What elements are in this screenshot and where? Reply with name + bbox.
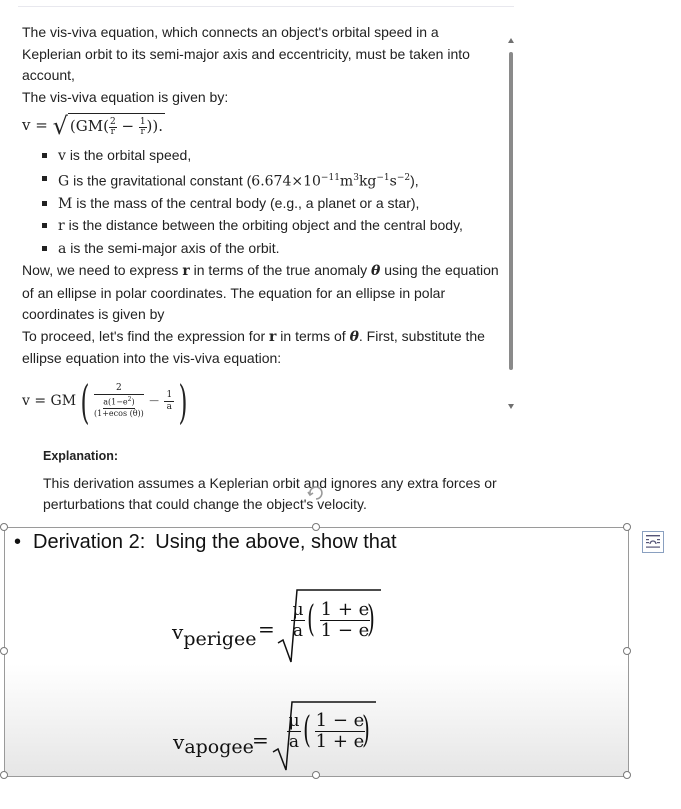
- resize-handle-left[interactable]: [0, 647, 8, 655]
- apogee-lhs: vapogee: [173, 730, 254, 758]
- answer-panel: [0, 10, 514, 513]
- eq1-body-pre: (GM(: [69, 117, 109, 135]
- resize-handle-bottom-right[interactable]: [623, 771, 631, 779]
- eq2-lhs: v = GM: [22, 392, 77, 409]
- scroll-thumb[interactable]: [509, 52, 513, 370]
- scroll-down-arrow-icon[interactable]: [508, 404, 514, 409]
- list-item: r is the distance between the orbiting object and the central body,: [42, 215, 500, 238]
- resize-handle-top-right[interactable]: [623, 523, 631, 531]
- derivation-title: • Derivation 2: Using the above, show that: [14, 531, 397, 553]
- resize-handle-top[interactable]: [312, 523, 320, 531]
- perigee-equals: =: [258, 617, 275, 641]
- list-item: G is the gravitational constant $(6.674\times 10^{-11}m^3kg^{-1}s^{-2})$,: [42, 168, 500, 193]
- list-item: v is the orbital speed,: [42, 145, 500, 168]
- eq2-main-frac: 2 $a(1-e^2)$ (1+ecos (θ)): [94, 383, 144, 418]
- eq1-sqrt: √ (GM( $\frac{2}{r}$ − $\frac{1}{r}$ )).: [52, 112, 164, 140]
- eq1-lhs: v =: [22, 116, 48, 135]
- substituted-equation: v = GM ( 2 $a(1-e^2)$ (1+ecos (θ)) − $\frac{1}{a}$ ): [22, 374, 188, 429]
- top-divider: [18, 6, 514, 7]
- variable-list: [22, 145, 500, 260]
- resize-handle-bottom-left[interactable]: [0, 771, 8, 779]
- eq2-frac: $\frac{1}{a}$: [166, 390, 173, 413]
- apogee-e-frac: $\frac{1 - e}{1 + e}$: [315, 710, 365, 752]
- layout-options-icon[interactable]: [642, 531, 664, 553]
- perigee-e-frac: $\frac{1 + e}{1 - e}$: [320, 599, 370, 641]
- eq1-frac1: $\frac{2}{r}$: [109, 116, 116, 137]
- proceed-text: To proceed, let's find the expression for r in terms of θ. First, substitute the ellipse equation into the vis-viva equation:: [22, 327, 485, 367]
- vis-viva-equation: [22, 111, 500, 141]
- perigee-lhs: vperigee: [172, 620, 257, 650]
- explanation-title: Explanation:: [43, 448, 119, 463]
- panel-scrollbar[interactable]: [506, 30, 516, 415]
- apogee-equals: =: [252, 728, 269, 752]
- list-item: a is the semi-major axis of the orbit.: [42, 238, 500, 261]
- list-item: M is the mass of the central body (e.g., a planet or a star),: [42, 193, 500, 216]
- rotate-handle-icon[interactable]: [305, 483, 325, 503]
- eq1-minus: −: [121, 117, 135, 135]
- explanation-block: [22, 446, 500, 516]
- resize-handle-right[interactable]: [623, 647, 631, 655]
- eq1-body-post: )).: [146, 117, 164, 135]
- apogee-mu-frac: $\frac{\mu}{a}$: [288, 711, 300, 752]
- perigee-mu-frac: $\frac{\mu}{a}$: [292, 600, 304, 641]
- scroll-up-arrow-icon[interactable]: [508, 38, 514, 43]
- answer-content: [22, 22, 500, 515]
- now-text: Now, we need to express r in terms of the true anomaly θ using the equation of an ellipse in polar coordinates. The equation for an ellipse in polar coordinates is given by: [22, 262, 499, 323]
- eq2-minus: −: [148, 392, 160, 409]
- eq1-frac2: $\frac{1}{r}$: [139, 116, 146, 137]
- given-by-text: The vis-viva equation is given by:: [22, 88, 229, 105]
- explanation-text: This derivation assumes a Keplerian orbit and ignores any extra forces or perturbations that could change the object's velocity.: [43, 475, 497, 513]
- resize-handle-top-left[interactable]: [0, 523, 8, 531]
- intro-text: The vis-viva equation, which connects an object's orbital speed in a Keplerian orbit to its semi-major axis and eccentricity, must be taken into account,: [22, 24, 470, 83]
- resize-handle-bottom[interactable]: [312, 771, 320, 779]
